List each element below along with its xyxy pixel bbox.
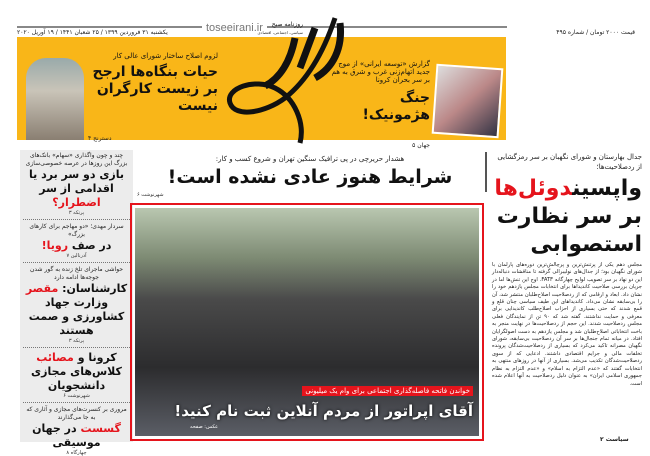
- right-section-ref: سیاست ۲: [600, 436, 629, 443]
- story-headline: در صف: [71, 239, 112, 252]
- story-kicker: مروری بر کنسرت‌های مجازی و آثاری که به جا می‌گذارند: [26, 406, 127, 421]
- story-headline-pre: کرونا و: [77, 351, 117, 364]
- headline-highlight: مقصر: [25, 282, 59, 295]
- story-headline: بازی دو سر برد یا اقدامی از سر: [28, 168, 124, 195]
- divider: [23, 347, 130, 348]
- headline-highlight: مصائب: [36, 351, 74, 364]
- story-headline: کلاس‌های مجازی دانشجویان: [31, 365, 122, 392]
- section-ref: آدرنالین ۷: [66, 253, 87, 259]
- issue-date: یکشنبه ۳۱ فروردین ۱۳۹۹ / ۲۵ شعبان ۱۴۴۱ / ۱۹ آوریل ۲۰۲۰: [17, 29, 168, 36]
- photo-caption-kicker: خواندن فاتحه فاصله‌گذاری اجتماعی برای وام یک میلیونی: [302, 386, 473, 396]
- headline-highlight: اضطرار؟: [52, 196, 101, 209]
- section-ref: چهارگاه ۸: [66, 450, 87, 456]
- headline-highlight: گسست: [80, 422, 121, 435]
- story-kicker: چند و چون واگذاری «سهام» بانک‌های بزرگ این روزها در عرصه خصوصی‌سازی: [25, 152, 128, 167]
- headline-highlight: دوئل‌ها: [494, 176, 573, 201]
- right-headline[interactable]: [492, 175, 642, 259]
- story-headline-pre: کارشناسان:: [62, 282, 128, 295]
- story-headline: جنگ هژمونیک!: [362, 90, 430, 123]
- banner-right-story[interactable]: [330, 60, 430, 149]
- headline-highlight: رویا!: [41, 239, 69, 252]
- divider: [23, 402, 130, 403]
- story-headline: حیات بنگاه‌ها ارجح بر زیست کارگران نیست: [92, 64, 218, 114]
- left-story[interactable]: [23, 406, 130, 456]
- banner-left-story[interactable]: [88, 52, 218, 142]
- center-section-ref: شهرنوشت ۶: [137, 192, 164, 198]
- story-kicker: حواشی ماجرای تلخ زنده به گور شدن جوجه‌ها ادامه دارد: [29, 266, 124, 281]
- center-kicker: هشدار حریرچی در پی ترافیک سنگین تهران و شروع کسب و کار:: [215, 155, 405, 163]
- divider: [23, 219, 130, 220]
- svg-text:روزنامه صبح: روزنامه صبح: [271, 21, 303, 28]
- leaders-photo: [432, 64, 504, 139]
- crowd-photo: [135, 208, 479, 436]
- story-kicker: گزارش «توسعه ایرانی» از موج جدید اتهام‌زنی غرب و شرق به هم بر سر بحران کرونا: [331, 60, 430, 84]
- divider: [23, 262, 130, 263]
- section-ref: پرتکه ۳: [68, 338, 85, 344]
- left-story[interactable]: [23, 223, 130, 259]
- headline-pre: واپسین: [572, 176, 642, 201]
- columnist-photo: [26, 58, 84, 140]
- left-column: [20, 150, 133, 456]
- photo-credit: عکس: صفحه: [190, 424, 219, 430]
- lead-photo-box: [130, 203, 484, 441]
- headline-main: بر سر نظارت استصوابی: [496, 204, 642, 257]
- story-kicker: سردار مهدی؛ «دو مهاجم برای کارهای بزرگ»: [29, 223, 124, 238]
- left-story[interactable]: [23, 266, 130, 344]
- price-issue: قیمت ۲۰۰۰ تومان / شماره ۴۹۵: [556, 29, 635, 36]
- website-url[interactable]: toseeirani.ir: [202, 22, 267, 34]
- right-body-text: مجلس دهم یکی از پرتنش‌ترین و پرچالش‌ترین دوره‌های پارلمان با شورای نگهبان بود؛ از جدال‌های نولیبرالی گرفته تا مناقشات دنباله‌دار این دو نهاد بر سر تصویب لوایح چهارگانه FATF. اوج این تنش‌ها اما در جریان بررسی صلاحیت کاندیداها برای انتخابات مجلس یازدهم خود را نشان داد. ابعاد و ارقامی که از ردصلاحیت اصلاح‌طلبان منتشر شد، آن را بی‌سابقه نشان می‌داد. کاندیداهای این طیف سیاسی چنان قلع و قمع شدند که حتی بسیاری از احزاب اصلاح‌طلب کاندیدایی برای معرفی و حمایت نداشتند. گفته شد که ۹۰ تن از نمایندگان فعلی مجلس ردصلاحیت شدند. این حجم از ردصلاحیت‌ها در نهایت منجر به باخت انتخاباتی اصلاح‌طلبان شد و مجلس یازدهم به دست اصولگرایان افتاد. در میانه تمام جنجال‌ها بر سر آن ردصلاحیت بی‌سابقه، شورای نگهبان مصرانه تاکید می‌کرد که بسیاری از ردصلاحیت‌شدگان پرونده تخلفات مالی و جرایم اقتصادی داشتند. ادعایی که از سوی ردصلاحیت‌شدگان تکذیب می‌شد. بسیاری از آنها در روزهای منتهی به انتخابات گفتند که «عدم التزام به اسلام» و «عدم التزام به نظام جمهوری اسلامی ایران» به عنوان دلیل ردصلاحیت به آنها اعلام شده است.: [492, 262, 642, 387]
- svg-text:سیاسی، اجتماعی، اقتصادی: سیاسی، اجتماعی، اقتصادی: [257, 30, 303, 35]
- left-story[interactable]: [23, 351, 130, 399]
- section-ref: دسترنج ۴: [88, 135, 112, 142]
- section-ref: جهان ۵: [412, 142, 430, 149]
- section-ref: شهرنوشت ۶: [63, 393, 90, 399]
- right-kicker: جدال بهارستان و شورای نگهبان بر سر رمزگشایی از ردصلاحیت‌ها؛: [497, 153, 642, 171]
- column-rule: [485, 152, 487, 192]
- story-headline: وزارت جهاد کشاورزی و صمت هستند: [28, 296, 125, 337]
- section-ref: پرتکه ۳: [68, 210, 85, 216]
- center-headline[interactable]: شرایط هنوز عادی نشده است!: [167, 166, 453, 188]
- photo-caption[interactable]: آقای اپراتور از مردم آنلاین ثبت نام کنید!: [174, 402, 473, 420]
- left-story[interactable]: [23, 152, 130, 216]
- story-headline: در جهان موسیقی: [32, 422, 101, 449]
- story-kicker: لزوم اصلاح ساختار شورای عالی کار: [113, 52, 218, 60]
